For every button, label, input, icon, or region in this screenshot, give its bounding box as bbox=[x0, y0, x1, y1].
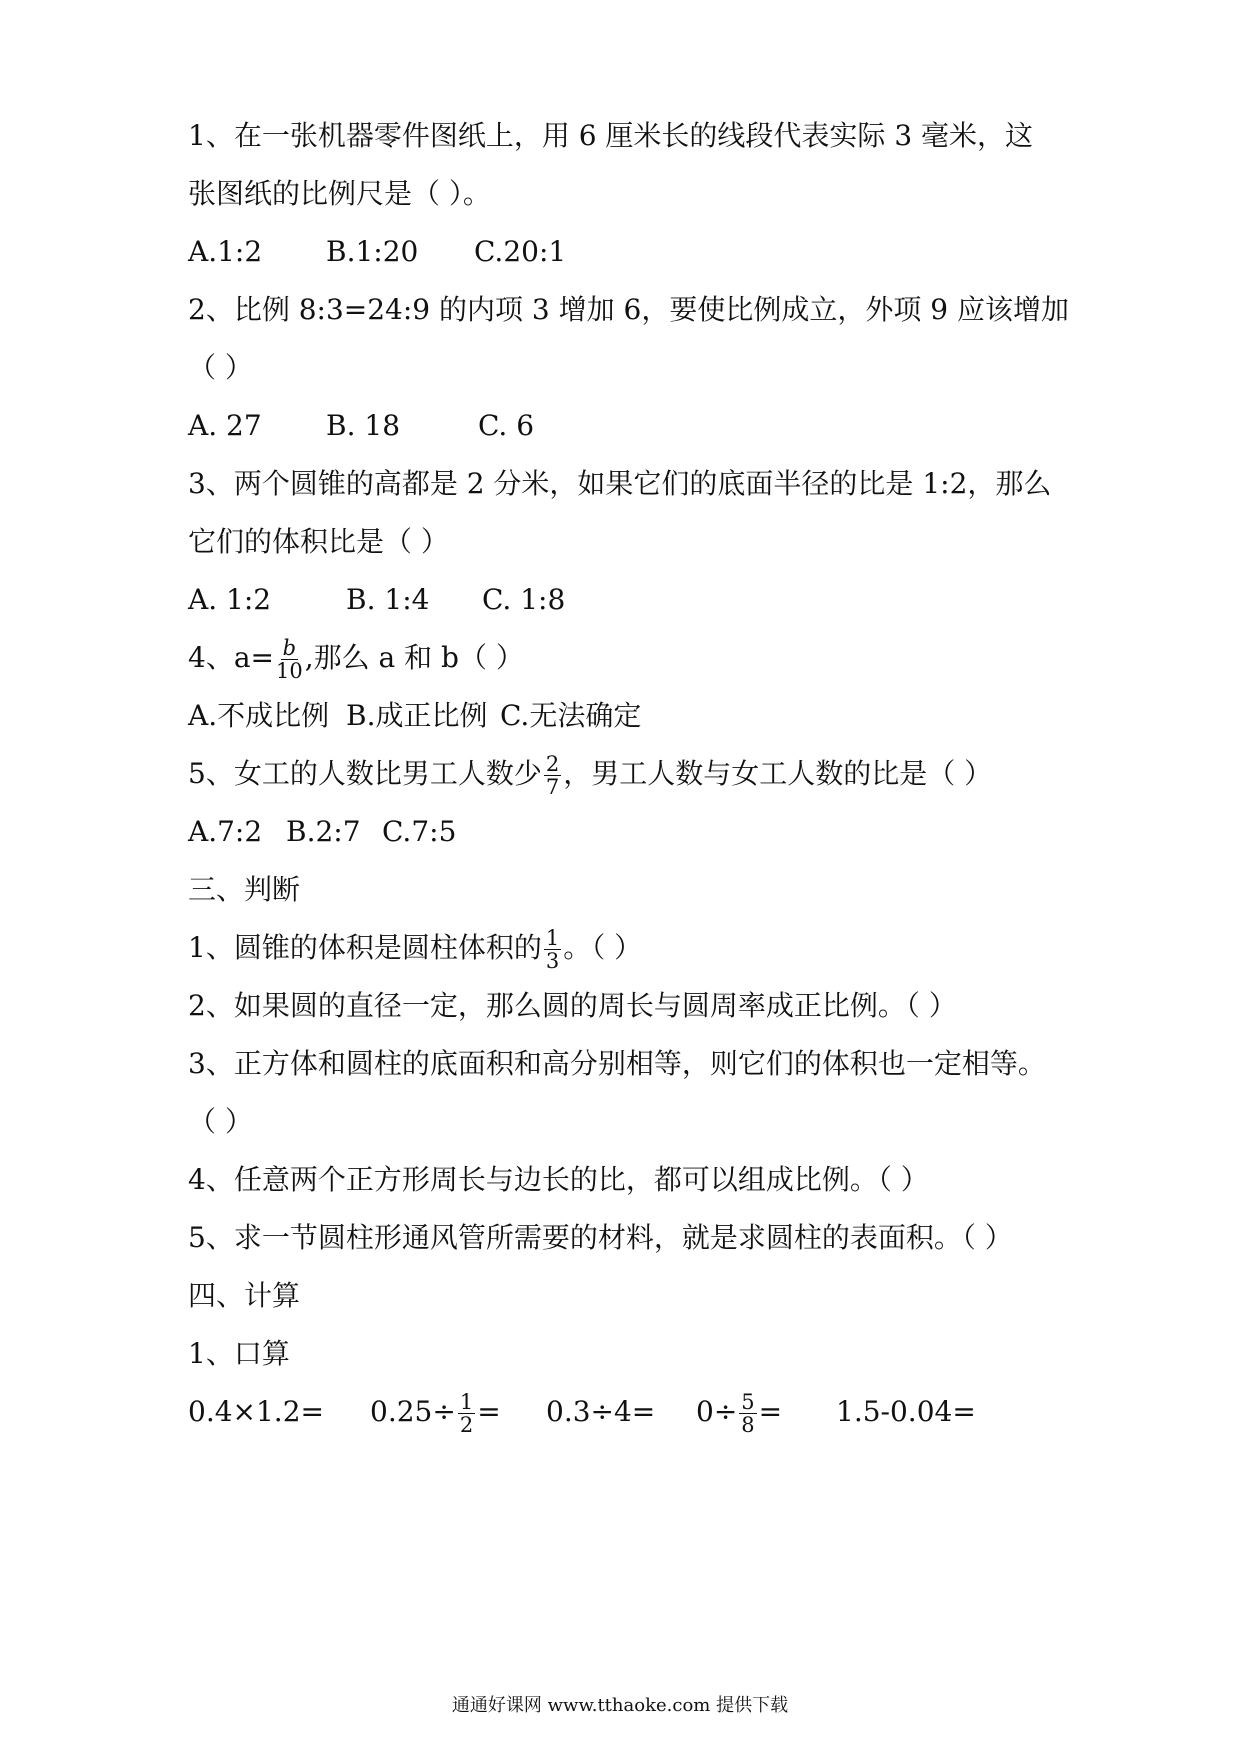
judge-q1 bbox=[188, 920, 642, 976]
q4-suffix: ,那么 a 和 b（ ） bbox=[304, 641, 524, 674]
oral-calc-d-fraction bbox=[739, 1391, 756, 1436]
q5-suffix: ，男工人数与女工人数的比是（ ） bbox=[563, 757, 993, 790]
oral-calc-b-prefix: 0.25÷ bbox=[370, 1395, 456, 1428]
oral-calc-d-num: 5 bbox=[741, 1390, 755, 1414]
judge-q5: 5、求一节圆柱形通风管所需要的材料，就是求圆柱的表面积。（ ） bbox=[188, 1221, 1013, 1254]
judge-q1-fraction bbox=[544, 927, 561, 972]
q5-option-b: B.2:7 bbox=[286, 815, 361, 848]
section3-title: 三、判断 bbox=[188, 873, 301, 906]
q5-frac-num: 2 bbox=[545, 752, 560, 776]
q1-line1: 1、在一张机器零件图纸上，用 6 厘米长的线段代表实际 3 毫米，这 bbox=[188, 119, 1034, 152]
oral-calc-c: 0.3÷4= bbox=[546, 1395, 656, 1428]
q2-line2: （ ） bbox=[188, 351, 253, 384]
q4-option-b: B.成正比例 bbox=[346, 699, 488, 732]
q4-frac-num: b bbox=[282, 636, 297, 660]
q2-option-c: C. 6 bbox=[478, 409, 535, 442]
q5-prefix: 5、女工的人数比男工人数少 bbox=[188, 757, 542, 790]
q5-fraction bbox=[544, 753, 561, 798]
q4-option-a: A.不成比例 bbox=[188, 699, 330, 732]
q4-frac-den: 10 bbox=[275, 659, 303, 683]
judge-q1-suffix: 。（ ） bbox=[563, 931, 643, 964]
oral-calc-b-fraction bbox=[458, 1391, 475, 1436]
q4-options bbox=[188, 698, 641, 734]
q5-line bbox=[188, 746, 992, 802]
q5-option-a: A.7:2 bbox=[188, 815, 263, 848]
q2-option-a: A. 27 bbox=[188, 409, 262, 442]
q3-line2: 它们的体积比是（ ） bbox=[188, 525, 449, 558]
oral-calc-d-prefix: 0÷ bbox=[696, 1395, 738, 1428]
q3-line1: 3、两个圆锥的高都是 2 分米，如果它们的底面半径的比是 1:2，那么 bbox=[188, 467, 1052, 500]
page-footer: 通通好课网 www.tthaoke.com 提供下载 bbox=[451, 1695, 789, 1716]
oral-calc-a: 0.4×1.2= bbox=[188, 1395, 324, 1428]
q1-option-a: A.1:2 bbox=[188, 235, 263, 268]
judge-q3-line2: （ ） bbox=[188, 1105, 253, 1138]
oral-calc-b-den: 2 bbox=[459, 1413, 474, 1437]
oral-calc-e: 1.5-0.04= bbox=[836, 1395, 976, 1428]
q5-frac-den: 7 bbox=[545, 775, 560, 799]
oral-calc-b-num: 1 bbox=[459, 1390, 474, 1414]
oral-calc-d-den: 8 bbox=[741, 1413, 755, 1437]
q2-line1: 2、比例 8:3=24:9 的内项 3 增加 6，要使比例成立，外项 9 应该增加 bbox=[188, 293, 1069, 326]
oral-calc-b-suffix: = bbox=[477, 1395, 501, 1428]
oral-calc-b bbox=[370, 1384, 546, 1440]
judge-q2: 2、如果圆的直径一定，那么圆的周长与圆周率成正比例。（ ） bbox=[188, 989, 957, 1022]
q3-options bbox=[188, 582, 565, 618]
q1-line2: 张图纸的比例尺是（ ）。 bbox=[188, 177, 491, 210]
q2-option-b: B. 18 bbox=[326, 409, 401, 442]
q4-prefix: 4、a= bbox=[188, 641, 274, 674]
section4-sub1: 1、口算 bbox=[188, 1337, 290, 1370]
q4-option-c: C.无法确定 bbox=[500, 699, 642, 732]
oral-calc-row bbox=[188, 1384, 976, 1440]
q5-option-c: C.7:5 bbox=[382, 815, 457, 848]
q3-option-c: C. 1:8 bbox=[482, 583, 566, 616]
oral-calc-d bbox=[696, 1384, 836, 1440]
q3-option-a: A. 1:2 bbox=[188, 583, 272, 616]
judge-q1-frac-den: 3 bbox=[545, 949, 560, 973]
q5-options bbox=[188, 814, 456, 850]
q4-line bbox=[188, 630, 524, 686]
section4-title: 四、计算 bbox=[188, 1279, 301, 1312]
judge-q4: 4、任意两个正方形周长与边长的比，都可以组成比例。（ ） bbox=[188, 1163, 929, 1196]
q3-option-b: B. 1:4 bbox=[346, 583, 430, 616]
q4-fraction bbox=[276, 637, 303, 682]
q1-options bbox=[188, 234, 566, 270]
judge-q1-prefix: 1、圆锥的体积是圆柱体积的 bbox=[188, 931, 542, 964]
oral-calc-d-suffix: = bbox=[758, 1395, 783, 1428]
q1-option-b: B.1:20 bbox=[326, 235, 419, 268]
judge-q1-frac-num: 1 bbox=[545, 926, 560, 950]
q1-option-c: C.20:1 bbox=[474, 235, 567, 268]
q2-options bbox=[188, 408, 534, 444]
judge-q3-line1: 3、正方体和圆柱的底面积和高分别相等，则它们的体积也一定相等。 bbox=[188, 1047, 1046, 1080]
